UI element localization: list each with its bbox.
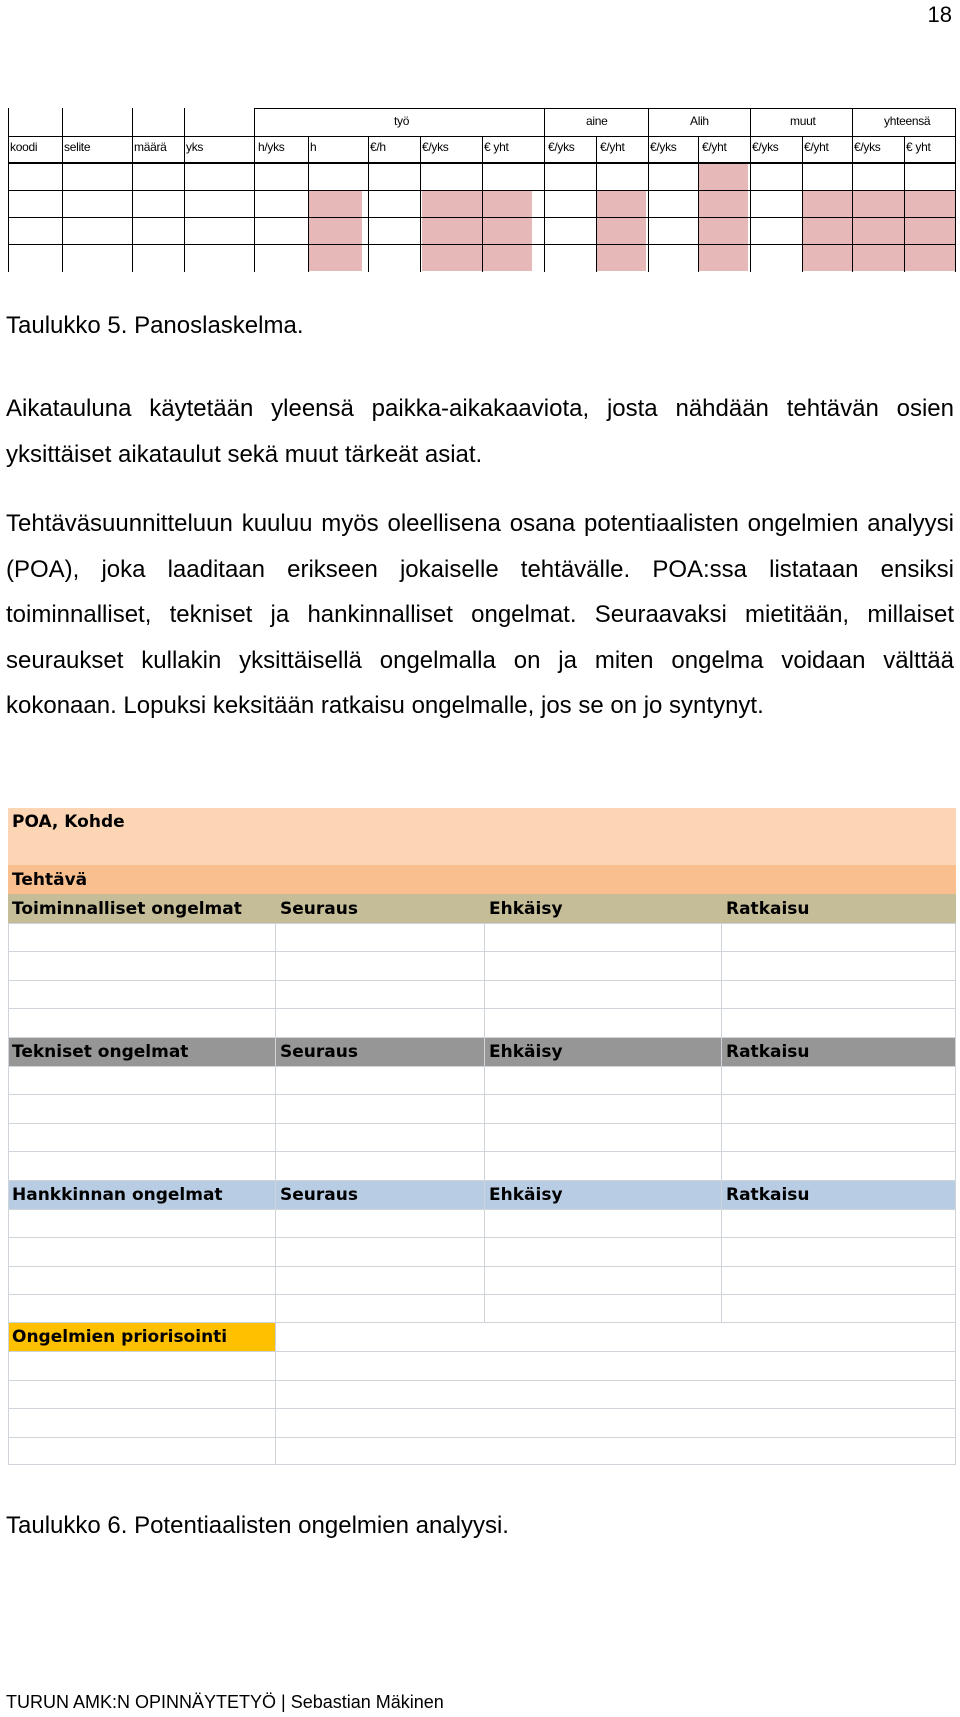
group-header-yhteensa: yhteensä [884,114,931,128]
section2-ehkaisy: Ehkäisy [489,1042,563,1062]
section2-name: Tekniset ongelmat [12,1042,189,1062]
col-header: €/yks [854,140,881,154]
table5-caption: Taulukko 5. Panoslaskelma. [6,312,304,339]
col-header: €/yks [752,140,779,154]
section1-seuraus: Seuraus [280,899,358,919]
page-number: 18 [927,2,952,27]
group-header-tyo: työ [394,114,410,128]
col-header: €/h [370,140,386,154]
col-header: €/yks [650,140,677,154]
col-header: €/yht [804,140,829,154]
section1-ratkaisu: Ratkaisu [726,899,810,919]
col-header: määrä [134,140,167,154]
paragraph-text: Tehtäväsuunnitteluun kuuluu myös oleellisena osana potentiaalisten ongelmien analyysi (POA), joka laaditaan erikseen jokaiselle tehtävälle. POA:ssa listataan ensiksi toiminnalliset, tekniset ja hankinnalliset ongelmat. Seuraavaksi mietitään, millaiset seuraukset kullakin yksittäisellä ongelmalla on ja miten ongelma voidaan välttää kokonaan. Lopuksi keksitään ratkaisu ongelmalle, jos se on jo syntynyt. [6,510,954,719]
shaded-cell [422,191,532,271]
priority-label: Ongelmien priorisointi [12,1327,228,1347]
footer: TURUN AMK:N OPINNÄYTETYÖ | Sebastian Mäkinen [6,1692,444,1712]
col-header: €/yks [548,140,575,154]
section2-ratkaisu: Ratkaisu [726,1042,810,1062]
col-header: h/yks [258,140,285,154]
section3-name: Hankkinnan ongelmat [12,1185,223,1205]
group-header-alih: Alih [690,114,709,128]
shaded-cell [596,191,646,271]
col-header: h [310,140,317,154]
shaded-cell [802,191,956,271]
col-header: yks [186,140,204,154]
col-header: € yht [484,140,509,154]
section3-ratkaisu: Ratkaisu [726,1185,810,1205]
poa-table [8,808,956,1472]
paragraph-text: Aikatauluna käytetään yleensä paikka-aikakaaviota, josta nähdään tehtävän osien yksittäiset aikataulut sekä muut tärkeät asiat. [6,395,954,468]
col-header: €/yks [422,140,449,154]
section1-name: Toiminnalliset ongelmat [12,899,242,919]
group-header-aine: aine [586,114,608,128]
col-header: selite [64,140,91,154]
section3-seuraus: Seuraus [280,1185,358,1205]
group-header-muut: muut [790,114,816,128]
paragraph-schedule [6,386,954,477]
poa-title-band [8,808,956,865]
section3-ehkaisy: Ehkäisy [489,1185,563,1205]
col-header: koodi [10,140,38,154]
section1-ehkaisy: Ehkäisy [489,899,563,919]
col-header: €/yht [702,140,727,154]
poa-task: Tehtävä [12,870,88,890]
poa-task-band [8,865,956,894]
shaded-cell [308,191,362,271]
cost-table [8,108,956,272]
col-header: € yht [906,140,931,154]
poa-title: POA, Kohde [12,812,125,832]
section2-seuraus: Seuraus [280,1042,358,1062]
table6-caption: Taulukko 6. Potentiaalisten ongelmien analyysi. [6,1512,509,1539]
col-header: €/yht [600,140,625,154]
paragraph-poa [6,501,954,729]
